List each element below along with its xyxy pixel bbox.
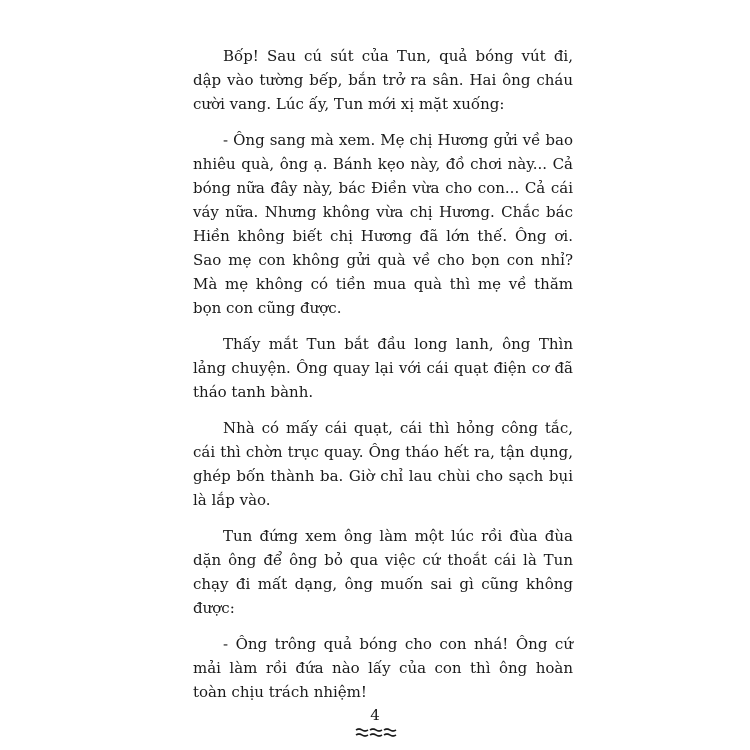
page-number: 4 (370, 706, 380, 724)
paragraph-2: - Ông sang mà xem. Mẹ chị Hương gửi về bao nhiêu quà, ông ạ. Bánh kẹo này, đồ chơi này... Cả bóng nữa đây này, bác Điền vừa cho con... Cả cái váy nữa. Nhưng không vừa chị Hương. Chắc bác Hiền không biết chị Hương đã lớn thế. Ông ơi. Sao mẹ con không gửi quà về cho bọn con nhỉ? Mà mẹ không có tiền mua quà thì mẹ về thăm bọn con cũng được. (193, 131, 573, 317)
paragraph-5: Tun đứng xem ông làm một lúc rồi đùa đùa dặn ông để ông bỏ qua việc cứ thoắt cái là Tun chạy đi mất dạng, ông muốn sai gì cũng không được: (193, 527, 573, 617)
paragraph-1: Bốp! Sau cú sút của Tun, quả bóng vút đi, dập vào tường bếp, bắn trở ra sân. Hai ông cháu cười vang. Lúc ấy, Tun mới xị mặt xuống: (193, 47, 573, 113)
wave-ornament-icon (355, 727, 397, 737)
paragraph-3: Thấy mắt Tun bắt đầu long lanh, ông Thìn lảng chuyện. Ông quay lại với cái quạt điện cơ đã tháo tanh bành. (193, 335, 573, 401)
body-text (193, 44, 573, 716)
paragraph-6: - Ông trông quả bóng cho con nhá! Ông cứ mải làm rồi đứa nào lấy của con thì ông hoàn toàn chịu trách nhiệm! (193, 635, 573, 701)
paragraph-4: Nhà có mấy cái quạt, cái thì hỏng công tắc, cái thì chờn trục quay. Ông tháo hết ra, tận dụng, ghép bốn thành ba. Giờ chỉ lau chùi cho sạch bụi là lắp vào. (193, 419, 573, 509)
